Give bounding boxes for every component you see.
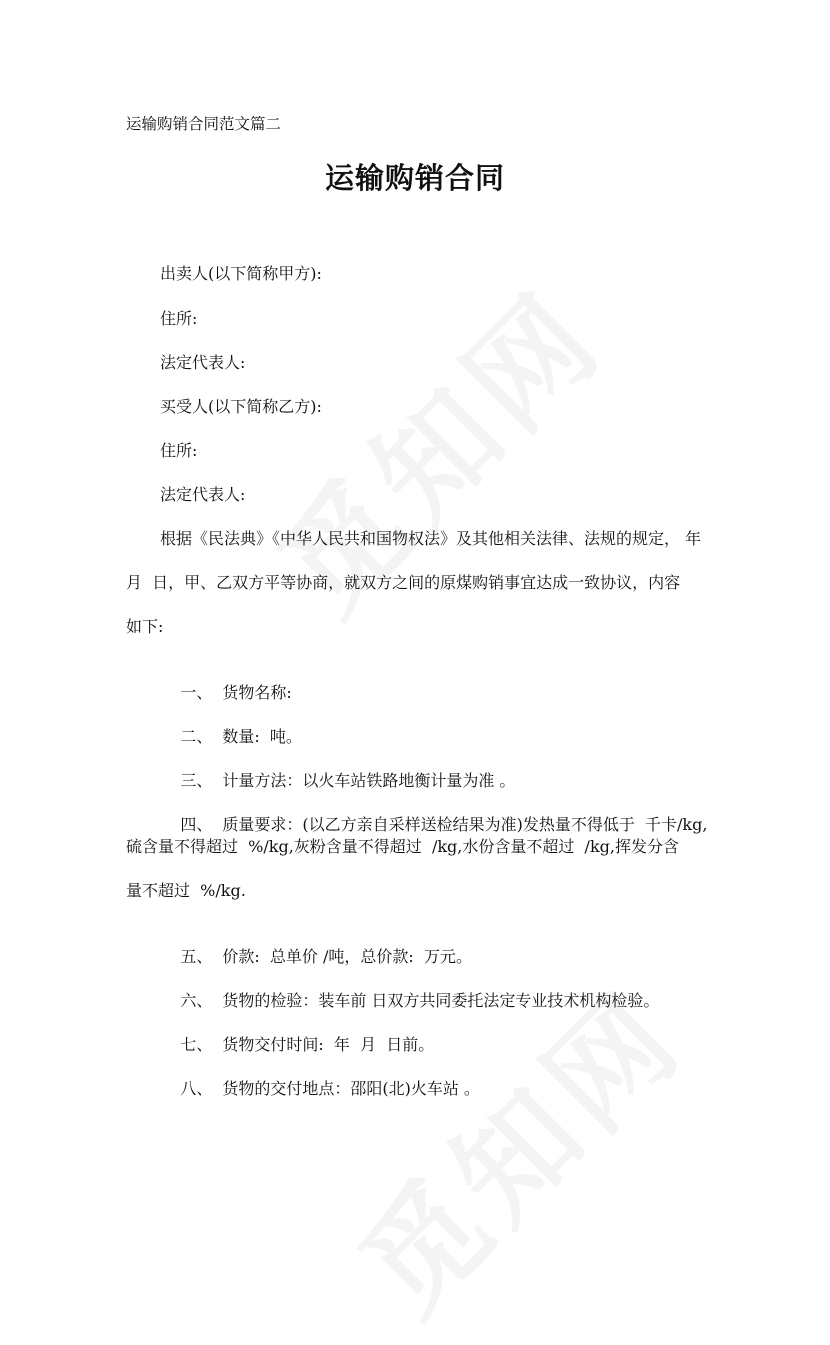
clause-number: 二、 [180,727,213,746]
seller-address: 住所: [160,309,198,328]
clause-text: 货物名称: [222,683,292,702]
page-title: 运输购销合同 [324,161,505,195]
document-subtitle: 运输购销合同范文篇二 [126,115,282,133]
clause-text: 价款: 总单价 /吨，总价款: 万元。 [222,947,472,966]
quality-line-2: 硫含量不得超过 %/kg,灰粉含量不得超过 /kg,水份含量不超过 /kg,挥发分含 [126,837,679,856]
quality-line-3: 量不超过 %/kg. [126,881,246,900]
clause-number: 一、 [180,683,213,702]
clause-number: 三、 [180,771,213,790]
intro-line-2: 月 日，甲、乙双方平等协商，就双方之间的原煤购销事宜达成一致协议，内容 [126,573,681,592]
buyer-address: 住所: [160,441,198,460]
seller-representative: 法定代表人: [160,353,246,372]
clause-number: 七、 [180,1035,213,1054]
clause-number: 四、 [180,815,213,834]
intro-line-1: 根据《民法典》《中华人民共和国物权法》及其他相关法律、法规的规定， 年 [160,529,702,548]
buyer-representative: 法定代表人: [160,485,246,504]
clause-text: 货物交付时间: 年 月 日前。 [222,1035,435,1054]
clause-text: 货物的交付地点：邵阳(北)火车站 。 [222,1079,480,1098]
buyer-line: 买受人(以下简称乙方): [160,397,322,416]
clause-text: 质量要求：(以乙方亲自采样送检结果为准)发热量不得低于 千卡/kg, [222,815,708,834]
clause-number: 六、 [180,991,213,1010]
intro-line-3: 如下: [126,617,164,636]
clause-text: 数量: 吨。 [222,727,302,746]
seller-line: 出卖人(以下简称甲方): [160,264,322,283]
clause-item [160,1056,706,1122]
clause-text: 计量方法：以火车站铁路地衡计量为准 。 [222,771,516,790]
clause-text: 货物的检验：装车前 日双方共同委托法定专业技术机构检验。 [222,991,660,1010]
clause-number: 五、 [180,947,213,966]
clause-number: 八、 [180,1079,213,1098]
